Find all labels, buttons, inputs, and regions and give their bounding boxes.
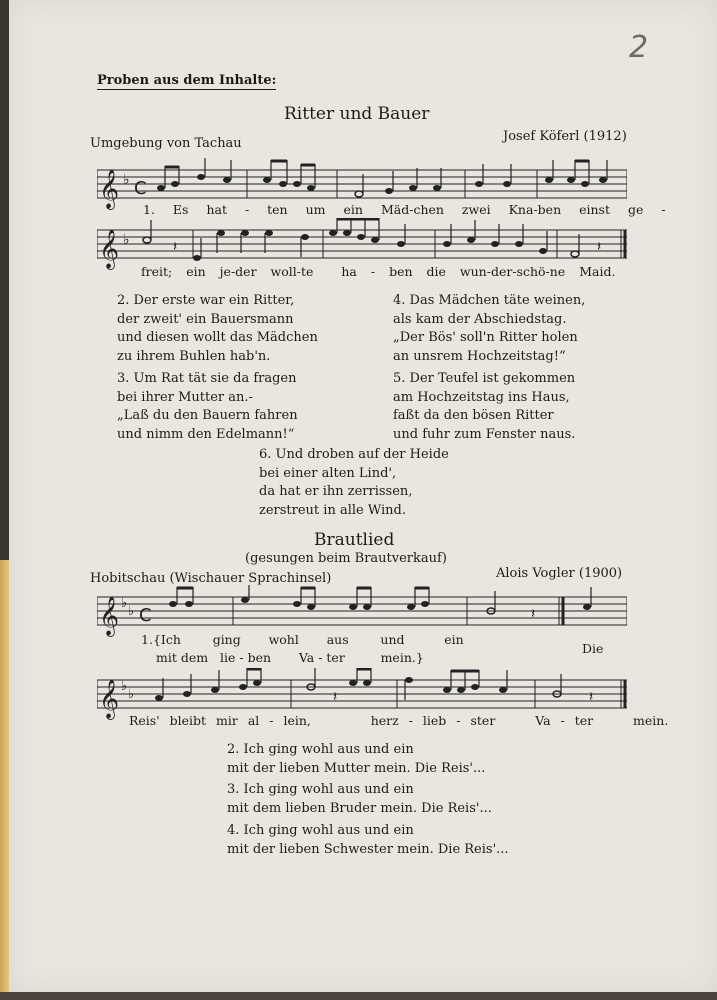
svg-text:𝄞: 𝄞 xyxy=(99,169,120,209)
song1-stanza-4: 4. Das Mädchen täte weinen, als kam der Abschiedstag. „Der Bös' soll'n Ritter holen an unsrem Hochzeitstag!“ xyxy=(393,293,586,364)
svg-text:𝄞: 𝄞 xyxy=(99,596,120,636)
page-number: 2 xyxy=(629,30,649,65)
svg-text:♭: ♭ xyxy=(128,687,135,702)
song2-lyrics-line1a: 1.{Ich ging wohl aus und ein xyxy=(141,632,464,647)
song1-stanza-6: 6. Und droben auf der Heide bei einer alten Lind', da hat er ihn zerrissen, zerstreut in alle Wind. xyxy=(259,447,449,518)
song1-stanza-3: 3. Um Rat tät sie da fragen bei ihrer Mutter an.- „Laß du den Bauern fahren und nimm den Edelmann!“ xyxy=(117,371,298,442)
song2-stanza-3: 3. Ich ging wohl aus und ein mit dem lieben Bruder mein. Die Reis'... xyxy=(227,782,492,816)
song1-origin: Umgebung von Tachau xyxy=(90,136,242,151)
song2-origin: Hobitschau (Wischauer Sprachinsel) xyxy=(90,571,332,586)
svg-text:𝄞: 𝄞 xyxy=(99,229,120,269)
song2-subtitle: (gesungen beim Brautverkauf) xyxy=(245,551,447,566)
svg-text:♭: ♭ xyxy=(123,232,130,248)
svg-text:𝄽: 𝄽 xyxy=(597,239,602,255)
svg-text:𝄽: 𝄽 xyxy=(173,239,178,255)
song1-lyrics-line1: 1. Es hat - ten um ein Mäd-chen zwei Kna-ben einst ge - xyxy=(143,202,666,217)
page xyxy=(9,0,717,992)
svg-text:♭: ♭ xyxy=(121,679,128,694)
song1-stanza-5: 5. Der Teufel ist gekommen am Hochzeitstag ins Haus, faßt da den bösen Ritter und fuhr zum Fenster naus. xyxy=(393,371,576,442)
scan-background-edge xyxy=(0,992,717,1000)
svg-text:♭: ♭ xyxy=(128,604,135,619)
svg-text:𝄽: 𝄽 xyxy=(589,689,594,705)
svg-text:♭: ♭ xyxy=(123,172,130,188)
song2-lyrics-line1b: mit dem lie - ben Va - ter mein.} xyxy=(156,650,424,665)
song2-stanza-2: 2. Ich ging wohl aus und ein mit der lieben Mutter mein. Die Reis'... xyxy=(227,742,486,776)
svg-text:♭: ♭ xyxy=(121,596,128,611)
contents-heading: Proben aus dem Inhalte: xyxy=(97,73,277,88)
song2-collector: Alois Vogler (1900) xyxy=(496,566,623,581)
song2-title: Brautlied xyxy=(314,530,395,550)
song2-stanza-4: 4. Ich ging wohl aus und ein mit der lieben Schwester mein. Die Reis'... xyxy=(227,823,509,857)
song2-lyrics-die: Die xyxy=(582,641,604,656)
song1-title: Ritter und Bauer xyxy=(284,104,430,124)
song2-lyrics-line2: Reis' bleibt mir al - lein, herz - lieb - ster Va - ter mein. xyxy=(129,713,669,728)
svg-text:𝄽: 𝄽 xyxy=(333,689,338,705)
svg-text:𝄽: 𝄽 xyxy=(531,606,536,622)
song1-stanza-2: 2. Der erste war ein Ritter, der zweit' ein Bauersmann und diesen wollt das Mädchen zu ihrem Buhlen hab'n. xyxy=(117,293,318,364)
svg-text:𝄞: 𝄞 xyxy=(99,679,120,719)
song1-lyrics-line2: freit; ein je-der woll-te ha - ben die wun-der-schö-ne Maid. xyxy=(141,264,616,279)
binding-edge xyxy=(0,560,9,992)
svg-text:C: C xyxy=(139,605,152,626)
song1-collector: Josef Köferl (1912) xyxy=(503,129,627,144)
svg-text:C: C xyxy=(134,178,147,199)
